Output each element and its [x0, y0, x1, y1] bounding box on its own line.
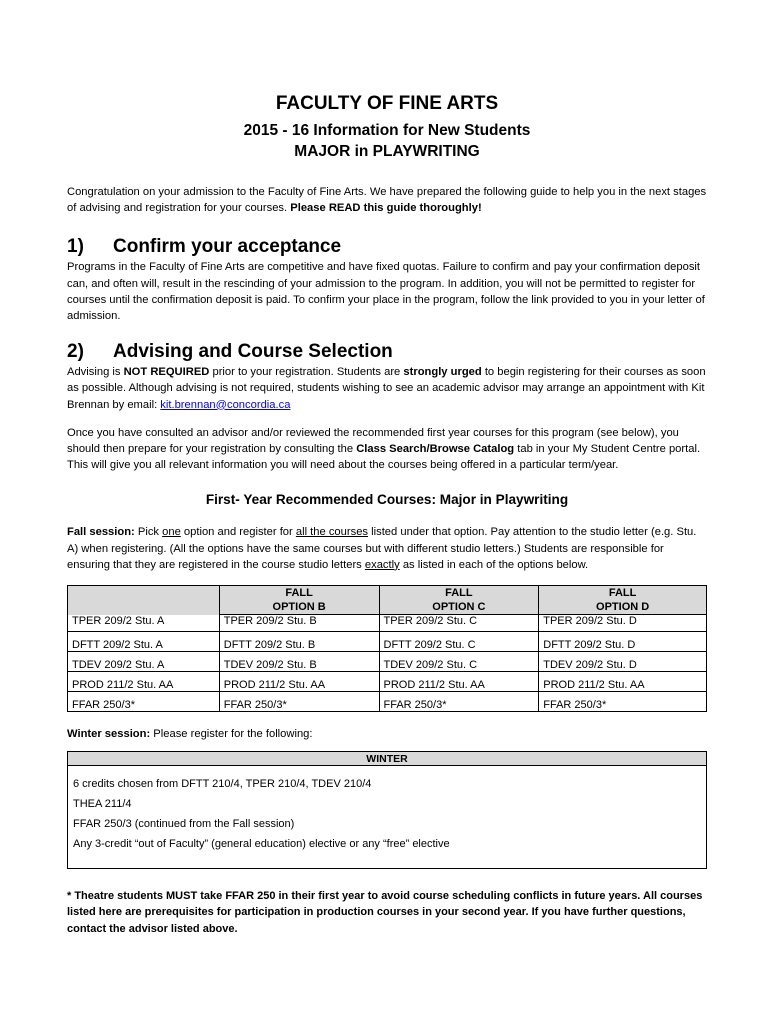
list-item: 6 credits chosen from DFTT 210/4, TPER 210/4, TDEV 210/4 [73, 778, 372, 791]
table-cell: TDEV 209/2 Stu. A [68, 652, 220, 672]
section-1-title: Confirm your acceptance [113, 236, 342, 258]
section-2-paragraph-2: Once you have consulted an advisor and/or reviewed the recommended first year courses for this program (see below), you should then prepare for your registration by consulting the Class Search/Browse Catalog tab in your My Student Centre portal. This will give you all relevant information you will need about the courses being offered in a particular term/year. [67, 426, 701, 472]
page-subtitle-major: MAJOR in PLAYWRITING [294, 143, 480, 160]
fall-header-blank [68, 586, 220, 615]
fall-header-option-d: FALL OPTION D [539, 586, 707, 615]
table-cell: TPER 209/2 Stu. C [379, 615, 539, 632]
list-item: FFAR 250/3 (continued from the Fall session) [73, 818, 295, 831]
section-2-title: Advising and Course Selection [113, 341, 393, 363]
winter-header: WINTER [68, 752, 707, 766]
table-cell: FFAR 250/3* [379, 692, 539, 712]
table-cell: TDEV 209/2 Stu. C [379, 652, 539, 672]
fall-courses-table [67, 585, 707, 712]
table-cell: TPER 209/2 Stu. D [539, 615, 707, 632]
section-1-number: 1) [67, 236, 84, 258]
winter-session-instructions: Winter session: Please register for the following: [67, 728, 313, 741]
page-subtitle-year: 2015 - 16 Information for New Students [243, 122, 531, 139]
page-title: FACULTY OF FINE ARTS [275, 93, 499, 114]
table-cell: DFTT 209/2 Stu. A [68, 632, 220, 652]
winter-course-list [68, 766, 707, 869]
intro-paragraph: Congratulation on your admission to the Faculty of Fine Arts. We have prepared the following guide to help you in the next stages of advising and registration for your courses. Please READ this guide thoroughly! [67, 186, 707, 215]
fall-header-option-c: FALL OPTION C [379, 586, 539, 615]
list-item: Any 3-credit “out of Faculty” (general education) elective or any “free” elective [73, 838, 450, 851]
advisor-email-link[interactable]: kit.brennan@concordia.ca [160, 398, 291, 411]
table-cell: DFTT 209/2 Stu. D [539, 632, 707, 652]
table-cell: TDEV 209/2 Stu. B [219, 652, 379, 672]
document-page [67, 92, 707, 937]
winter-courses-table [67, 751, 707, 869]
table-cell: DFTT 209/2 Stu. C [379, 632, 539, 652]
table-cell: PROD 211/2 Stu. AA [68, 672, 220, 692]
table-cell: FFAR 250/3* [219, 692, 379, 712]
table-cell: PROD 211/2 Stu. AA [219, 672, 379, 692]
class-search-tab-name: Class Search/Browse Catalog [356, 443, 515, 456]
table-row [68, 652, 707, 672]
table-row [68, 766, 707, 869]
table-row [68, 632, 707, 652]
table-row [68, 615, 707, 632]
section-2-paragraph-1: Advising is NOT REQUIRED prior to your registration. Students are strongly urged to begin registering for their courses as soon as possible. Although advising is not required, students wishing to see an academic advisor may arrange an appointment with Kit Brennan by email: kit.brennan@concordia.ca [67, 366, 706, 411]
section-1-body: Programs in the Faculty of Fine Arts are competitive and have fixed quotas. Failure to confirm and pay your confirmation deposit can, and often will, result in the rescinding of your admission to the program. In addition, you will not be permitted to register for courses until the confirmation deposit is paid. To confirm your place in the program, follow the link provided to you in your letter of admission. [67, 261, 705, 323]
table-cell: PROD 211/2 Stu. AA [379, 672, 539, 692]
table-cell: FFAR 250/3* [539, 692, 707, 712]
table-row [68, 672, 707, 692]
table-cell: TDEV 209/2 Stu. D [539, 652, 707, 672]
section-2-heading [67, 341, 707, 363]
table-cell: TPER 209/2 Stu. B [219, 615, 379, 632]
table-cell: TPER 209/2 Stu. A [68, 615, 220, 632]
table-cell: FFAR 250/3* [68, 692, 220, 712]
list-item: THEA 211/4 [73, 798, 132, 811]
recommended-courses-title: First- Year Recommended Courses: Major in Playwriting [205, 492, 569, 508]
table-cell: PROD 211/2 Stu. AA [539, 672, 707, 692]
section-2-number: 2) [67, 341, 84, 363]
footnote: * Theatre students MUST take FFAR 250 in their first year to avoid course scheduling conflicts in future years. All courses listed here are prerequisites for participation in production courses in your second year. If you have further questions, contact the advisor listed above. [67, 890, 703, 935]
intro-emphasis: Please READ this guide thoroughly! [290, 202, 482, 215]
table-cell: DFTT 209/2 Stu. B [219, 632, 379, 652]
fall-header-option-b: FALL OPTION B [219, 586, 379, 615]
section-1-heading [67, 236, 707, 258]
fall-session-instructions: Fall session: Pick one option and register for all the courses listed under that option. Pay attention to the studio letter (e.g. Stu. A) when registering. (All the options have the same courses but with different studio letters.) Students are responsible for ensuring that they are registered in the course studio letters exactly as listed in each of the options below. [67, 526, 697, 571]
table-row [68, 692, 707, 712]
